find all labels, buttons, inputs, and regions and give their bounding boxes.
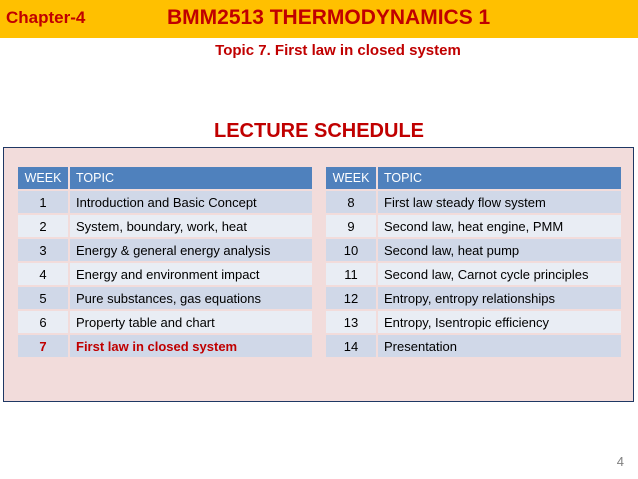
topic-cell: Energy and environment impact xyxy=(70,263,312,285)
topic-cell: Second law, heat engine, PMM xyxy=(378,215,621,237)
chapter-label: Chapter-4 xyxy=(6,8,86,27)
topic-cell: Energy & general energy analysis xyxy=(70,239,312,261)
table-row xyxy=(18,287,312,309)
week-header: WEEK xyxy=(326,167,376,189)
week-cell: 2 xyxy=(18,215,68,237)
topic-cell: Second law, Carnot cycle principles xyxy=(378,263,621,285)
week-cell: 8 xyxy=(326,191,376,213)
topic-header: TOPIC xyxy=(70,167,312,189)
topic-cell: Property table and chart xyxy=(70,311,312,333)
week-cell: 5 xyxy=(18,287,68,309)
table-row xyxy=(326,311,621,333)
table-row xyxy=(326,239,621,261)
week-cell: 12 xyxy=(326,287,376,309)
topic-subtitle: Topic 7. First law in closed system xyxy=(215,42,461,59)
schedule-table-right xyxy=(324,165,623,359)
table-header-row xyxy=(326,167,621,189)
week-cell: 13 xyxy=(326,311,376,333)
week-cell: 1 xyxy=(18,191,68,213)
course-title: BMM2513 THERMODYNAMICS 1 xyxy=(167,6,491,29)
table-row xyxy=(18,215,312,237)
topic-cell: First law steady flow system xyxy=(378,191,621,213)
topic-cell: Pure substances, gas equations xyxy=(70,287,312,309)
week-cell: 10 xyxy=(326,239,376,261)
topic-cell: Second law, heat pump xyxy=(378,239,621,261)
topic-header: TOPIC xyxy=(378,167,621,189)
table-row xyxy=(326,335,621,357)
table-row xyxy=(18,263,312,285)
schedule-table-left xyxy=(16,165,314,359)
topic-cell: Introduction and Basic Concept xyxy=(70,191,312,213)
table-row xyxy=(18,311,312,333)
topic-cell: System, boundary, work, heat xyxy=(70,215,312,237)
week-cell: 11 xyxy=(326,263,376,285)
week-cell: 14 xyxy=(326,335,376,357)
week-cell: 3 xyxy=(18,239,68,261)
table-row xyxy=(326,287,621,309)
topic-cell: Presentation xyxy=(378,335,621,357)
table-row xyxy=(326,263,621,285)
schedule-panel xyxy=(3,147,634,402)
topic-cell: Entropy, entropy relationships xyxy=(378,287,621,309)
schedule-title: LECTURE SCHEDULE xyxy=(213,120,424,142)
table-row xyxy=(326,215,621,237)
week-cell: 9 xyxy=(326,215,376,237)
table-row xyxy=(18,191,312,213)
table-row xyxy=(18,239,312,261)
table-row-current xyxy=(18,335,312,357)
page-number: 4 xyxy=(616,454,624,469)
week-header: WEEK xyxy=(18,167,68,189)
topic-cell: Entropy, Isentropic efficiency xyxy=(378,311,621,333)
week-cell: 7 xyxy=(18,335,68,357)
table-row xyxy=(326,191,621,213)
table-header-row xyxy=(18,167,312,189)
week-cell: 6 xyxy=(18,311,68,333)
topic-cell: First law in closed system xyxy=(70,335,312,357)
week-cell: 4 xyxy=(18,263,68,285)
